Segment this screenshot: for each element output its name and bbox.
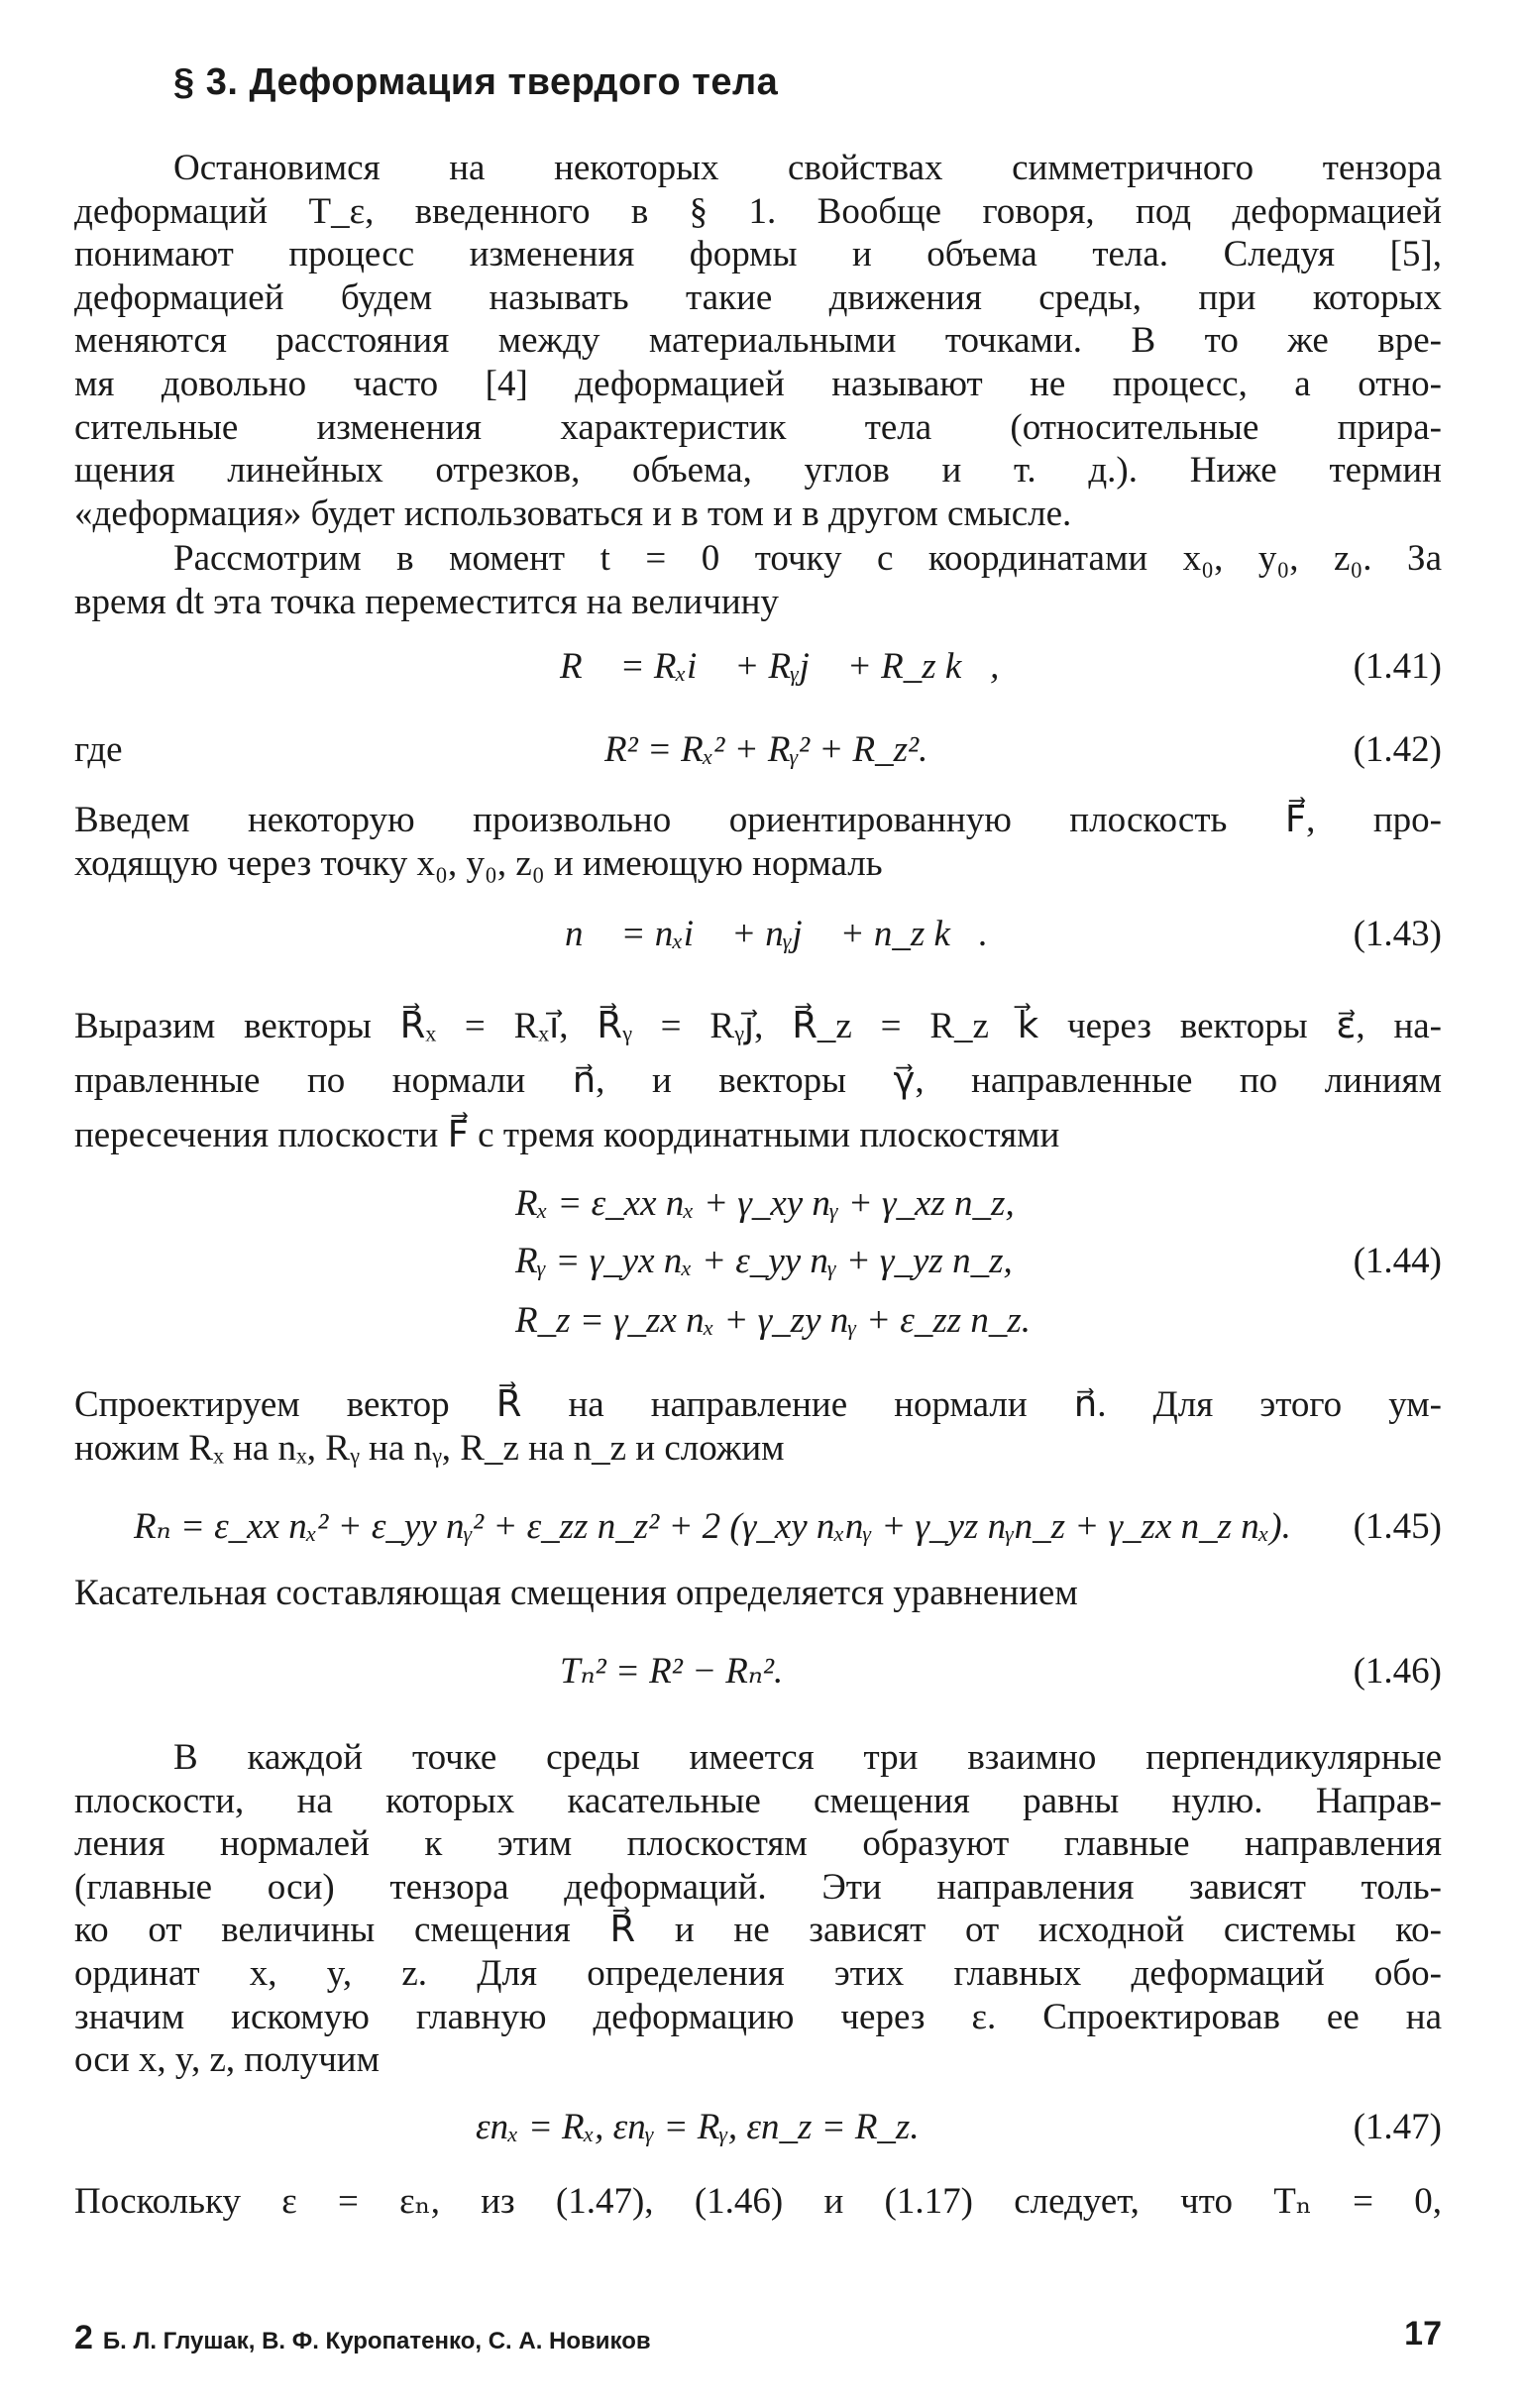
paragraph-vectors bbox=[74, 999, 1442, 1162]
text-line: ножим Rₓ на nₓ, Rᵧ на nᵧ, R_z на n_z и сложим bbox=[74, 1427, 785, 1469]
text-line: В каждой точке среды имеется три взаимно перпендикулярные bbox=[173, 1737, 1442, 1778]
text-line: Спроектируем вектор R⃗ на направление нормали n⃗. Для этого ум- bbox=[74, 1384, 1442, 1425]
equation-number: (1.45) bbox=[1353, 1506, 1442, 1547]
footer-authors: Б. Л. Глушак, В. Ф. Куропатенко, С. А. Новиков bbox=[102, 2328, 651, 2354]
equation-1-44-row-1 bbox=[74, 1181, 1442, 1227]
page-footer bbox=[74, 2315, 1442, 2358]
text-line: деформаций T_ε, введенного в § 1. Вообще говоря, под деформацией bbox=[74, 190, 1442, 232]
signature-number: 2 bbox=[74, 2319, 93, 2356]
text-line: ординат x, y, z. Для определения этих главных деформаций обо- bbox=[74, 1952, 1442, 1994]
equation-1-47 bbox=[74, 2105, 1442, 2150]
equation-formula: Rₙ = ε_xx nₓ² + ε_yy nᵧ² + ε_zz n_z² + 2 (γ_xy nₓnᵧ + γ_yz nᵧn_z + γ_zx n_z nₓ). bbox=[134, 1506, 1291, 1547]
signature-mark bbox=[74, 2319, 651, 2357]
equation-formula: R² = Rₓ² + Rᵧ² + R_z². bbox=[604, 729, 928, 770]
page-number: 17 bbox=[1404, 2315, 1442, 2353]
equation-1-44-row-3 bbox=[74, 1298, 1442, 1344]
text-line: плоскости, на которых касательные смещения равны нулю. Направ- bbox=[74, 1780, 1442, 1821]
equation-lead-word: где bbox=[74, 729, 123, 770]
equation-number: (1.44) bbox=[1353, 1241, 1442, 1281]
equation-formula: n⃗ = nₓi⃗ + nᵧj⃗ + n_z k⃗. bbox=[565, 914, 988, 954]
text-line: правленные по нормали n⃗, и векторы γ⃗, направленные по линиям bbox=[74, 1060, 1442, 1101]
equation-number: (1.47) bbox=[1353, 2107, 1442, 2147]
text-line: ходящую через точку x₀, y₀, z₀ и имеющую нормаль bbox=[74, 842, 883, 884]
section-heading: § 3. Деформация твердого тела bbox=[173, 61, 779, 103]
text-line: Выразим векторы R⃗ₓ = Rₓi⃗, R⃗ᵧ = Rᵧj⃗, R⃗_z = R_z k⃗ через векторы ε⃗, на- bbox=[74, 1006, 1442, 1046]
equation-1-46 bbox=[74, 1649, 1442, 1695]
paragraph-tangential bbox=[74, 1572, 1442, 1615]
equation-number: (1.46) bbox=[1353, 1651, 1442, 1692]
text-line: (главные оси) тензора деформаций. Эти направления зависят толь- bbox=[74, 1866, 1442, 1908]
text-line: пересечения плоскости F⃗ с тремя координатными плоскостями bbox=[74, 1115, 1060, 1155]
text-line: Введем некоторую произвольно ориентированную плоскость F⃗, про- bbox=[74, 800, 1442, 840]
equation-formula: R_z = γ_zx nₓ + γ_zy nᵧ + ε_zz n_z. bbox=[515, 1300, 1032, 1341]
equation-formula: Rᵧ = γ_yx nₓ + ε_yy nᵧ + γ_yz n_z, bbox=[515, 1241, 1013, 1281]
text-line: значим искомую главную деформацию через ε. Спроектировав ее на bbox=[74, 1996, 1442, 2037]
text-line: оси x, y, z, получим bbox=[74, 2039, 381, 2081]
text-line: мя довольно часто [4] деформацией называют не процесс, а отно- bbox=[74, 363, 1442, 404]
equation-number: (1.42) bbox=[1353, 729, 1442, 770]
paragraph-plane bbox=[74, 799, 1442, 885]
equation-1-41 bbox=[74, 644, 1442, 690]
text-line: Остановимся на некоторых свойствах симметричного тензора bbox=[173, 148, 1442, 188]
equation-number: (1.41) bbox=[1353, 646, 1442, 687]
text-line: щения линейных отрезков, объема, углов и т. д.). Ниже термин bbox=[74, 450, 1442, 492]
equation-1-45 bbox=[74, 1504, 1442, 1550]
equation-formula: R⃗ = Rₓi⃗ + Rᵧj⃗ + R_z k⃗, bbox=[560, 646, 1000, 687]
equation-1-44-row-2 bbox=[74, 1239, 1442, 1284]
text-line: ления нормалей к этим плоскостям образуют главные направления bbox=[74, 1823, 1442, 1865]
text-line: Рассмотрим в момент t = 0 точку с координатами x₀, y₀, z₀. За bbox=[173, 538, 1442, 579]
paragraph-conclusion bbox=[74, 2180, 1442, 2224]
equation-formula: Tₙ² = R² − Rₙ². bbox=[560, 1651, 784, 1692]
text-line: «деформация» будет использоваться и в том и в другом смысле. bbox=[74, 493, 1072, 534]
text-line: Касательная составляющая смещения определяется уравнением bbox=[74, 1573, 1078, 1613]
paragraph-point-motion bbox=[74, 537, 1442, 623]
text-line: понимают процесс изменения формы и объема тела. Следуя [5], bbox=[74, 234, 1442, 275]
text-line: ко от величины смещения R⃗ и не зависят от исходной системы ко- bbox=[74, 1910, 1442, 1951]
text-line: сительные изменения характеристик тела (относительные прира- bbox=[74, 406, 1442, 448]
text-line: меняются расстояния между материальными точками. В то же вре- bbox=[74, 320, 1442, 362]
equation-formula: εnₓ = Rₓ, εnᵧ = Rᵧ, εn_z = R_z. bbox=[476, 2107, 920, 2147]
paragraph-intro bbox=[74, 147, 1442, 535]
equation-formula: Rₓ = ε_xx nₓ + γ_xy nᵧ + γ_xz n_z, bbox=[515, 1183, 1015, 1224]
text-line: деформацией будем называть такие движения среды, при которых bbox=[74, 276, 1442, 318]
text-line: Поскольку ε = εₙ, из (1.47), (1.46) и (1.17) следует, что Tₙ = 0, bbox=[74, 2181, 1442, 2222]
paragraph-projection bbox=[74, 1383, 1442, 1470]
equation-1-43 bbox=[74, 912, 1442, 957]
equation-number: (1.43) bbox=[1353, 914, 1442, 954]
equation-1-42 bbox=[74, 727, 1442, 773]
paragraph-principal-axes bbox=[74, 1736, 1442, 2082]
text-line: время dt эта точка переместится на величину bbox=[74, 581, 779, 622]
